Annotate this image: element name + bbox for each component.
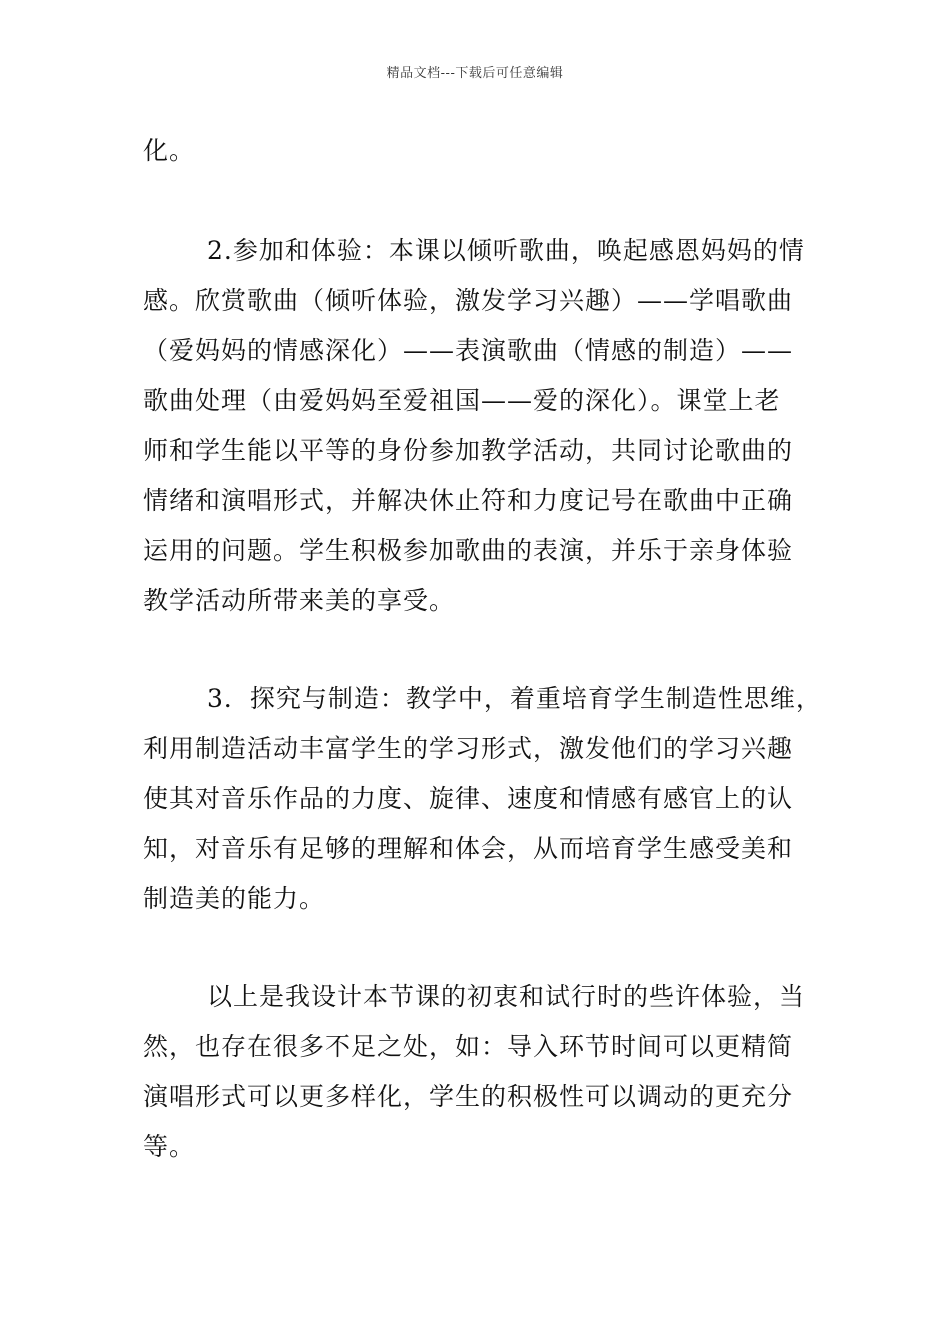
paragraph-1 bbox=[143, 126, 825, 176]
paragraph-line: 演唱形式可以更多样化，学生的积极性可以调动的更充分 bbox=[143, 1082, 794, 1111]
paragraph-line: 以上是我设计本节课的初衷和试行时的些许体验，当 bbox=[207, 982, 806, 1011]
paragraph-line: 利用制造活动丰富学生的学习形式，激发他们的学习兴趣 bbox=[143, 734, 794, 763]
paragraph-line: 知，对音乐有足够的理解和体会，从而培育学生感受美和 bbox=[143, 834, 794, 863]
page-header: 精品文档---下载后可任意编辑 bbox=[386, 66, 564, 81]
paragraph-line: 歌曲处理（由爱妈妈至爱祖国——爱的深化）。课堂上老 bbox=[143, 386, 781, 415]
paragraph-line: 使其对音乐作品的力度、旋律、速度和情感有感官上的认 bbox=[143, 784, 794, 813]
paragraph-line: 然，也存在很多不足之处，如：导入环节时间可以更精简 bbox=[143, 1032, 794, 1061]
paragraph-line: 运用的问题。学生积极参加歌曲的表演，并乐于亲身体验 bbox=[143, 536, 794, 565]
paragraph-line: 2.参加和体验：本课以倾听歌曲，唤起感恩妈妈的情 bbox=[207, 236, 805, 265]
paragraph-line: （爱妈妈的情感深化）——表演歌曲（情感的制造）—— bbox=[143, 336, 794, 365]
paragraph-3 bbox=[143, 674, 825, 924]
paragraph-line: 化。 bbox=[143, 136, 196, 165]
paragraph-2 bbox=[143, 226, 825, 626]
paragraph-line: 感。欣赏歌曲（倾听体验，激发学习兴趣）——学唱歌曲 bbox=[143, 286, 794, 315]
paragraph-line: 师和学生能以平等的身份参加教学活动，共同讨论歌曲的 bbox=[143, 436, 794, 465]
paragraph-line: 制造美的能力。 bbox=[143, 884, 326, 913]
paragraph-line: 教学活动所带来美的享受。 bbox=[143, 586, 456, 615]
paragraph-4 bbox=[143, 972, 825, 1172]
paragraph-line: 等。 bbox=[143, 1132, 196, 1161]
paragraph-line: 3．探究与制造：教学中，着重培育学生制造性思维， bbox=[207, 684, 822, 713]
paragraph-line: 情绪和演唱形式，并解决休止符和力度记号在歌曲中正确 bbox=[143, 486, 794, 515]
